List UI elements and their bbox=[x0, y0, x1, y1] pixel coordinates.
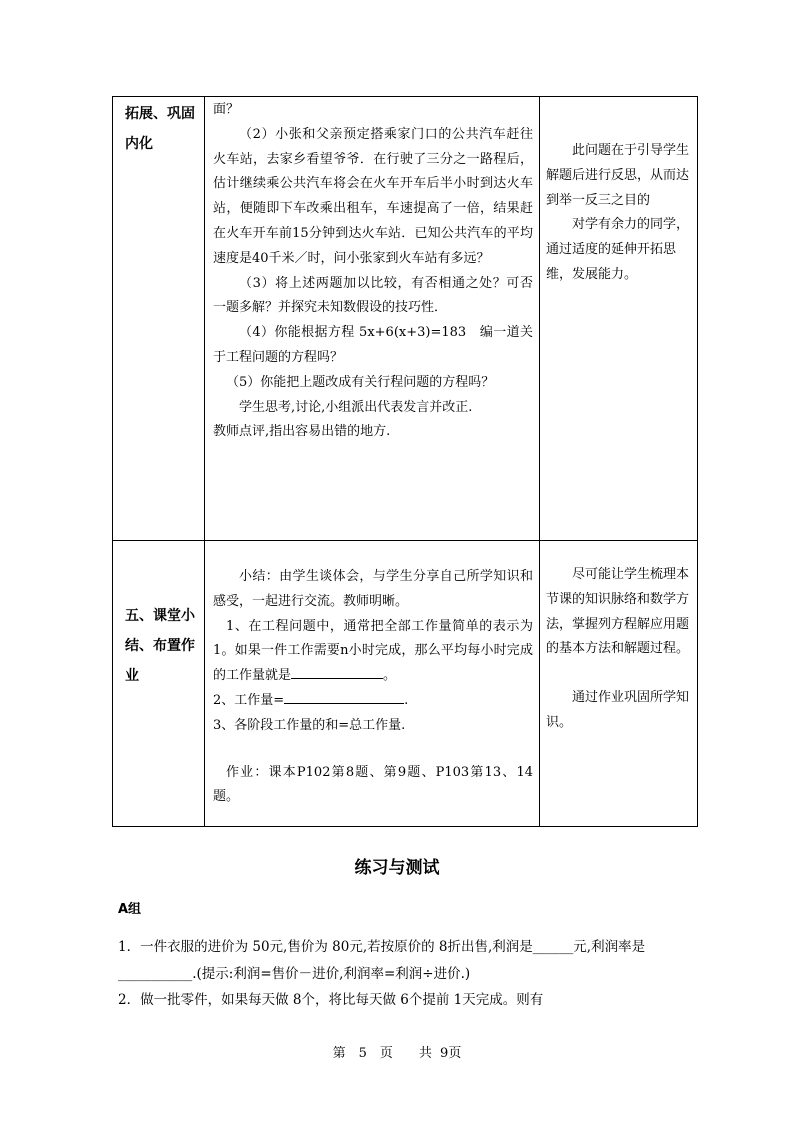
note-text: 通过作业巩固所学知识。 bbox=[546, 690, 690, 730]
table-row bbox=[113, 541, 698, 827]
note-text: 此问题在于引导学生解题后进行反思，从而达到举一反三之目的 bbox=[546, 143, 690, 208]
summary-item-1: 1、在工程问题中，通常把全部工作量简单的表示为1。如果一件工作需要n小时完成，那么平均每小时完成的工作量就是 。 bbox=[213, 618, 533, 684]
note-cell bbox=[540, 541, 698, 827]
content-line: 面？ bbox=[213, 102, 240, 117]
content-line: 教师点评,指出容易出错的地方. bbox=[213, 424, 391, 440]
note-text: 对学有余力的同学，通过适度的延伸开拓思维，发展能力。 bbox=[546, 217, 690, 282]
answer-blank[interactable] bbox=[291, 664, 383, 679]
note-text: 尽可能让学生梳理本节课的知识脉络和数学方法，掌握列方程解应用题的基本方法和解题过程。 bbox=[546, 567, 690, 657]
section-title: 练习与测试 bbox=[354, 858, 440, 878]
answer-blank[interactable] bbox=[284, 689, 404, 704]
summary-text: 小结：由学生谈体会，与学生分享自己所学知识和感受，一起进行交流。教师明晰。 bbox=[213, 569, 533, 609]
table-row bbox=[113, 97, 698, 541]
exercise-item: 2．做一批零件，如果每天做 8个，将比每天做 6个提前 1天完成。则有 bbox=[118, 992, 544, 1008]
stage-label: 拓展、巩固内化 bbox=[125, 106, 195, 152]
content-line: 学生思考,讨论,小组派出代表发言并改正. bbox=[239, 399, 473, 415]
note-cell bbox=[540, 97, 698, 541]
content-cell bbox=[205, 97, 540, 541]
content-line: （2）小张和父亲预定搭乘家门口的公共汽车赶往火车站，去家乡看望爷爷．在行驶了三分之一路程后，估计继续乘公共汽车将会在火车开车后半小时到达火车站，便随即下车改乘出租车，车速提高了一倍，结果赶在火车开车前15分钟到达火车站．已知公共汽车的平均速度是40千米／时，问小张家到火车站有多远？ bbox=[213, 126, 533, 266]
page-footer: 第 5 页 共 9页 bbox=[332, 1046, 462, 1061]
group-label: A组 bbox=[118, 902, 142, 917]
exercise-item: 1．一件衣服的进价为 50元,售价为 80元,若按原价的 8折出售,利润是______元,利润率是___________.(提示:利润=售价－进价,利润率=利润÷进价.) bbox=[118, 939, 646, 982]
content-line: （5）你能把上题改成有关行程问题的方程吗？ bbox=[226, 374, 495, 390]
stage-cell bbox=[113, 541, 205, 827]
stage-cell bbox=[113, 97, 205, 541]
stage-label: 五、课堂小结、布置作业 bbox=[125, 608, 195, 684]
content-line: （4）你能根据方程 5x+6(x+3)=183 编一道关于工程问题的方程吗？ bbox=[213, 325, 533, 365]
summary-item-2: 2、工作量= . bbox=[213, 689, 533, 714]
lesson-plan-table bbox=[112, 96, 698, 827]
homework-text: 作业：课本P102第8题、第9题、P103第13、14题。 bbox=[213, 764, 533, 805]
content-cell bbox=[205, 541, 540, 827]
exercise-list bbox=[118, 934, 688, 1014]
summary-item-3: 3、各阶段工作量的和=总工作量. bbox=[213, 717, 406, 733]
content-line: （3）将上述两题加以比较，有否相通之处？可否一题多解？并探究未知数假设的技巧性． bbox=[213, 275, 533, 316]
